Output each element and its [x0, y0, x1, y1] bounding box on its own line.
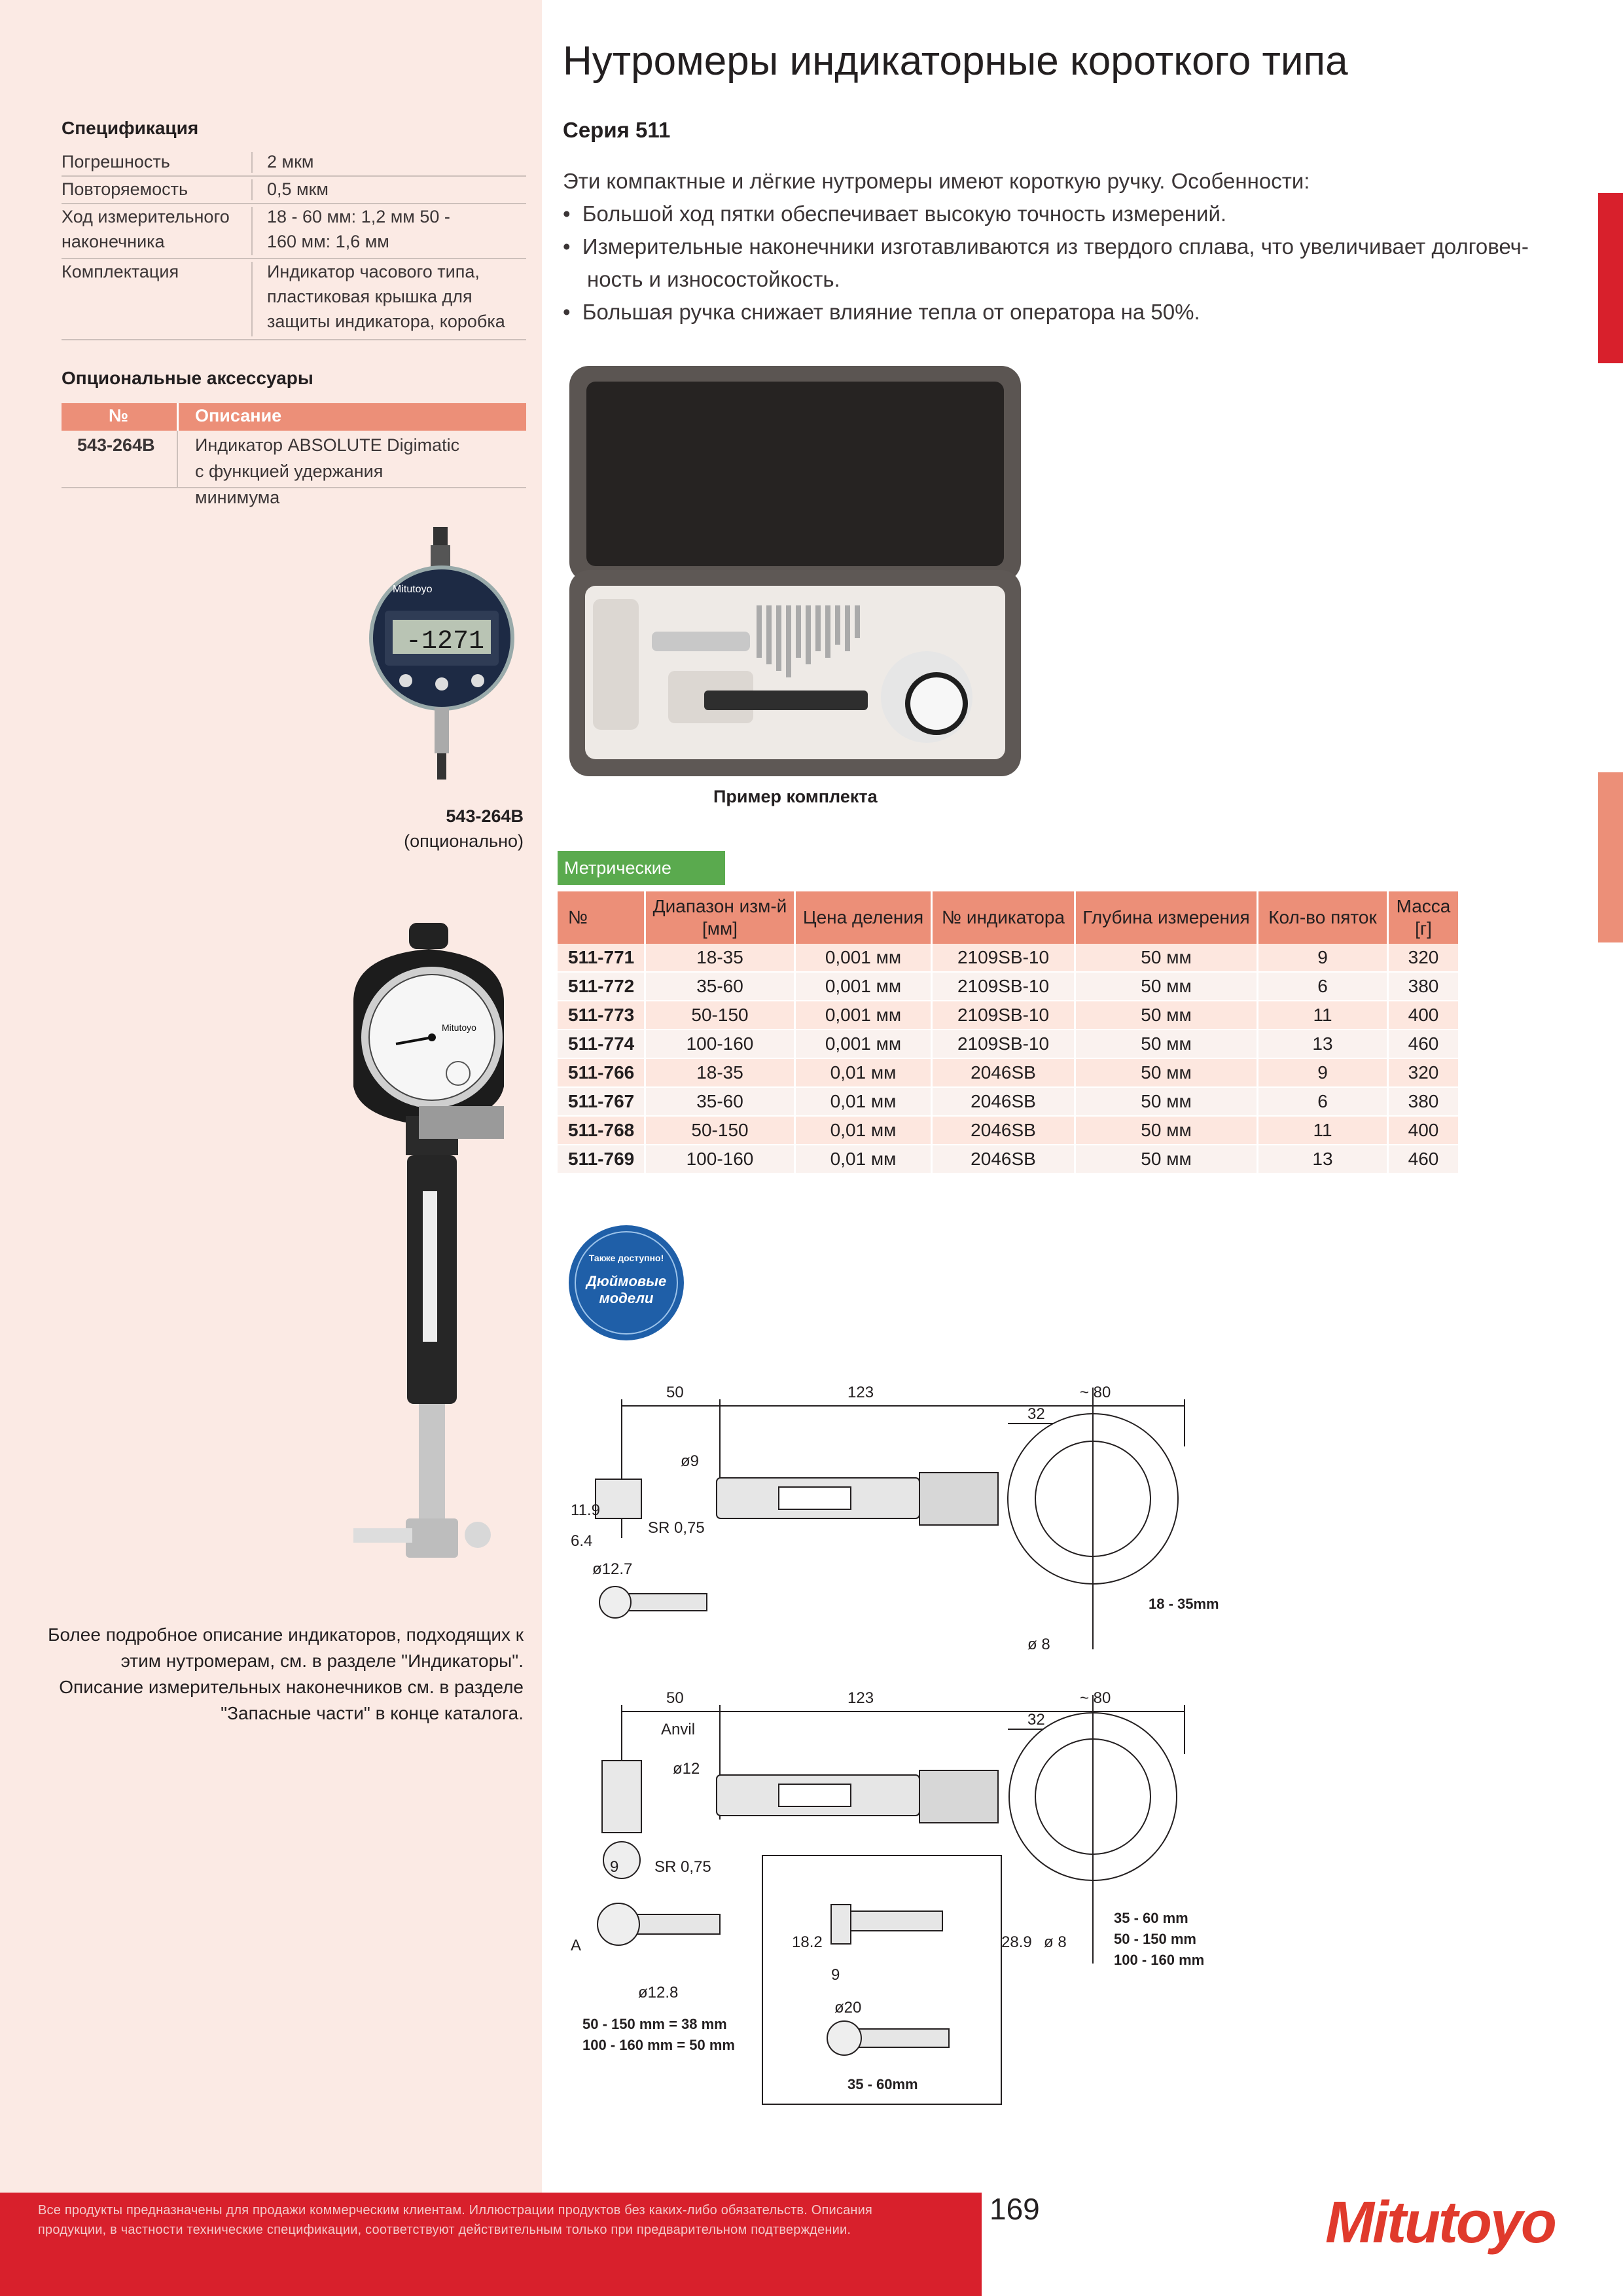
- col-header: Цена деления: [795, 891, 932, 944]
- table-row: 511-767 35-60 0,01 мм 2046SB 50 мм 6 380: [558, 1087, 1459, 1116]
- col-header: Глубина измерения: [1075, 891, 1258, 944]
- dim-label: ø12.7: [592, 1560, 633, 1578]
- page-number: 169: [990, 2192, 1040, 2226]
- dim-label: ø12.8: [638, 1984, 679, 2001]
- spec-row: [62, 149, 526, 177]
- spec-key: Погрешность: [62, 152, 170, 171]
- badge-main: Дюймовые: [586, 1273, 667, 1289]
- table-row: 511-771 18-35 0,001 мм 2109SB-10 50 мм 9 320: [558, 944, 1459, 972]
- drawing-18-35: [556, 1374, 1230, 1682]
- brand-logo: Mitutoyo: [1325, 2190, 1555, 2255]
- dim-label: 123: [847, 1689, 874, 1707]
- range-label: 50 - 150 mm: [1114, 1931, 1196, 1947]
- spec-key: Ход измерительного наконечника: [62, 207, 230, 251]
- spec-row: [62, 259, 526, 340]
- set-case-image: [567, 363, 1025, 779]
- dim-label: 50: [666, 1384, 684, 1401]
- inset-label: 35 - 60mm: [847, 2076, 918, 2092]
- col-no: №: [109, 406, 129, 425]
- dim-label: 32: [1027, 1405, 1045, 1423]
- digital-indicator-image: [366, 520, 517, 789]
- spec-key: Повторяемость: [62, 179, 188, 199]
- range-label: 35 - 60 mm: [1114, 1910, 1188, 1926]
- dim-label: 9: [831, 1966, 840, 1984]
- feature-item: • Большая ручка снижает влияние тепла от оператора на 50%.: [563, 300, 1200, 324]
- inch-models-badge: [564, 1221, 688, 1345]
- dim-label: ø20: [834, 1999, 862, 2017]
- col-header: Кол-во пяток: [1258, 891, 1388, 944]
- dial-brand: Mitutoyo: [393, 584, 433, 595]
- set-caption: Пример комплекта: [713, 787, 878, 806]
- dim-label: ø 8: [1027, 1636, 1050, 1653]
- dial-brand: Mitutoyo: [442, 1022, 476, 1033]
- dim-label: ~ 80: [1080, 1689, 1111, 1707]
- dim-label: 6.4: [571, 1532, 593, 1550]
- intro-text: Эти компактные и лёгкие нутромеры имеют короткую ручку. Особенности:: [563, 169, 1310, 193]
- metric-badge: Метрические: [558, 851, 725, 885]
- range-label: 18 - 35mm: [1149, 1596, 1219, 1612]
- spec-value: Индикатор часового типа, пластиковая крышка для защиты индикатора, коробка: [267, 262, 505, 331]
- dim-label: ø 8: [1044, 1933, 1067, 1951]
- spec-key: Комплектация: [62, 262, 179, 281]
- footer-disclaimer: Все продукты предназначены для продажи коммерческим клиентам. Иллюстрации продуктов без каких-либо обязательств. Описания продукции, в частности технические спецификации, соответствуют действительным только при предварительном подтверждении.: [38, 2203, 873, 2237]
- feature-item: • Большой ход пятки обеспечивает высокую точность измерений.: [563, 202, 1227, 226]
- accessory-desc: Индикатор ABSOLUTE Digimatic с функцией удержания минимума: [195, 435, 460, 507]
- col-desc: Описание: [195, 406, 282, 425]
- col-header: №: [558, 891, 645, 944]
- feature-item-continuation: ность и износостойкость.: [587, 267, 840, 291]
- page-title: Нутромеры индикаторные короткого типа: [563, 39, 1348, 84]
- dim-label: SR 0,75: [648, 1519, 705, 1537]
- dim-label: ø12: [673, 1760, 700, 1778]
- table-row: 511-769 100-160 0,01 мм 2046SB 50 мм 13 460: [558, 1145, 1459, 1174]
- col-header: Масса [г]: [1388, 891, 1459, 944]
- feature-item: • Измерительные наконечники изготавливаются из твердого сплава, что увеличивает долговеч-: [563, 234, 1529, 259]
- table-row: 511-766 18-35 0,01 мм 2046SB 50 мм 9 320: [558, 1058, 1459, 1087]
- dim-label: 18.2: [792, 1933, 823, 1951]
- indicator-caption-code: 543-264B: [446, 806, 524, 826]
- dim-label: 123: [847, 1384, 874, 1401]
- spec-value: 2 мкм: [267, 152, 314, 171]
- drawing-35-160: [556, 1689, 1230, 2114]
- catalog-note: Более подробное описание индикаторов, подходящих к этим нутромерам, см. в разделе "Индикаторы". Описание измерительных наконечников см. в разделе "Запасные части" в конце каталога.: [48, 1624, 524, 1723]
- table-row: 511-772 35-60 0,001 мм 2109SB-10 50 мм 6 380: [558, 972, 1459, 1001]
- dim-label: 32: [1027, 1711, 1045, 1729]
- accessories-heading: Опциональные аксессуары: [62, 368, 313, 388]
- col-header: Диапазон изм-й [мм]: [645, 891, 795, 944]
- spec-value: 0,5 мкм: [267, 179, 329, 199]
- dim-label: 9: [610, 1858, 619, 1876]
- spec-row: [62, 204, 526, 259]
- badge-main: модели: [599, 1290, 654, 1306]
- dim-label: ø9: [681, 1452, 700, 1470]
- table-row: 511-774 100-160 0,001 мм 2109SB-10 50 мм 13 460: [558, 1030, 1459, 1058]
- dim-label: SR 0,75: [654, 1858, 711, 1876]
- section-tab-active[interactable]: [1598, 193, 1623, 363]
- accessory-no: 543-264B: [77, 435, 155, 455]
- bore-gauge-image: [334, 916, 524, 1571]
- spec-value: 18 - 60 мм: 1,2 мм 50 - 160 мм: 1,6 мм: [267, 207, 450, 251]
- dim-label: Anvil: [661, 1721, 696, 1738]
- size-label: 50 - 150 mm = 38 mm: [582, 2016, 727, 2032]
- dim-label: 50: [666, 1689, 684, 1707]
- dim-label: 28.9: [1001, 1933, 1032, 1951]
- accessories-header: [62, 403, 526, 431]
- col-header: № индикатора: [932, 891, 1075, 944]
- models-table: [558, 891, 1460, 1174]
- dim-label: 11.9: [571, 1501, 600, 1519]
- table-row: 511-773 50-150 0,001 мм 2109SB-10 50 мм 11 400: [558, 1001, 1459, 1030]
- table-header-row: [558, 891, 1459, 944]
- display-value: -1271: [406, 627, 485, 656]
- badge-top: Также доступно!: [588, 1253, 664, 1263]
- series-label: Серия 511: [563, 118, 671, 142]
- indicator-caption-note: (опционально): [404, 831, 524, 851]
- dim-label: ~ 80: [1080, 1384, 1111, 1401]
- spec-heading: Спецификация: [62, 118, 199, 138]
- size-label: 100 - 160 mm = 50 mm: [582, 2037, 735, 2053]
- dim-label: A: [571, 1937, 582, 1954]
- section-tab[interactable]: [1598, 772, 1623, 942]
- accessory-row: [62, 431, 526, 507]
- spec-row: [62, 177, 526, 204]
- range-label: 100 - 160 mm: [1114, 1952, 1205, 1968]
- table-row: 511-768 50-150 0,01 мм 2046SB 50 мм 11 400: [558, 1116, 1459, 1145]
